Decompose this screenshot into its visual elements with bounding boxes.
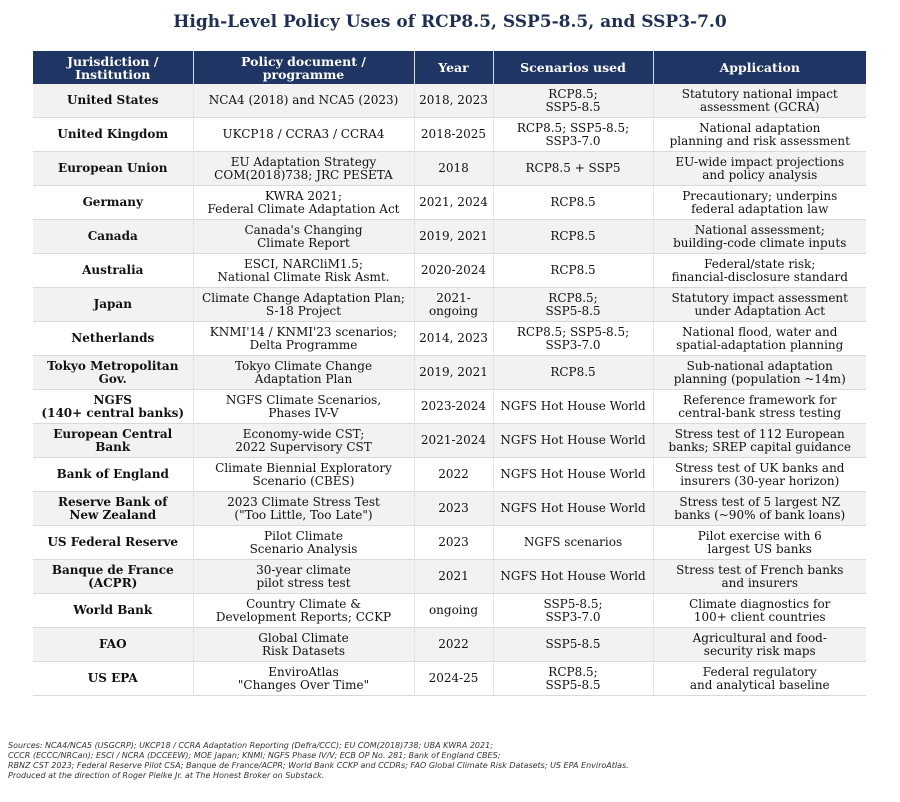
cell-scenarios [493, 220, 653, 254]
cell-line: Stress test of 5 largest NZ [679, 494, 841, 509]
cell-scenarios [493, 84, 653, 118]
cell-application [653, 220, 866, 254]
cell-line: NGFS Hot House World [500, 433, 646, 447]
cell-document [193, 492, 414, 526]
cell-document [193, 390, 414, 424]
policy-table [33, 51, 866, 696]
cell-year: 2021, 2024 [414, 186, 493, 220]
cell-line: Climate Biennial Exploratory [215, 460, 392, 475]
page-title: High-Level Policy Uses of RCP8.5, SSP5-8.5, and SSP3-7.0 [173, 12, 727, 32]
cell-line: Phases IV-V [268, 405, 339, 420]
cell-line: EU-wide impact projections [675, 154, 845, 169]
cell-document [193, 84, 414, 118]
cell-scenarios [493, 594, 653, 628]
cell-line: Climate Report [257, 235, 350, 250]
cell-line: largest US banks [707, 541, 812, 556]
cell-line: Federal Climate Adaptation Act [207, 201, 400, 216]
cell-line: RCP8.5 [550, 229, 596, 243]
cell-document [193, 526, 414, 560]
cell-application [653, 628, 866, 662]
cell-scenarios [493, 662, 653, 696]
table-row [33, 628, 866, 662]
cell-line: Adaptation Plan [254, 371, 353, 386]
cell-line: Development Reports; CCKP [215, 609, 392, 624]
table-row [33, 356, 866, 390]
cell-scenarios [493, 492, 653, 526]
cell-line: NGFS Hot House World [500, 467, 646, 481]
cell-line: SSP3-7.0 [545, 337, 601, 352]
table-row [33, 220, 866, 254]
cell-line: National adaptation [699, 120, 821, 135]
cell-line: Sub-national adaptation [686, 358, 833, 373]
table-row [33, 322, 866, 356]
table-row [33, 526, 866, 560]
cell-jurisdiction [33, 492, 193, 526]
cell-line: under Adaptation Act [694, 303, 826, 318]
header-line: Jurisdiction / [67, 53, 159, 69]
table-row [33, 492, 866, 526]
cell-application [653, 254, 866, 288]
cell-document [193, 186, 414, 220]
cell-line: Stress test of UK banks and [675, 460, 845, 475]
cell-line: planning and risk assessment [669, 133, 850, 148]
cell-line: Federal regulatory [702, 664, 817, 679]
cell-line: SSP5-8.5; [543, 596, 603, 611]
cell-line: Pilot exercise with 6 [697, 528, 822, 543]
cell-line: Netherlands [71, 331, 155, 345]
cell-year: 2024-25 [414, 662, 493, 696]
cell-line: 30-year climate [256, 562, 351, 577]
cell-line: RCP8.5; SSP5-8.5; [516, 120, 630, 135]
cell-line: National Climate Risk Asmt. [217, 269, 390, 284]
header-line: Scenarios used [520, 60, 626, 75]
cell-document [193, 662, 414, 696]
cell-jurisdiction [33, 628, 193, 662]
table-header-row [33, 51, 866, 84]
cell-line: United Kingdom [57, 127, 169, 141]
cell-scenarios [493, 118, 653, 152]
cell-line: RCP8.5 [550, 263, 596, 277]
cell-scenarios [493, 458, 653, 492]
cell-document [193, 356, 414, 390]
cell-line: World Bank [73, 603, 153, 617]
table-row [33, 84, 866, 118]
cell-jurisdiction [33, 390, 193, 424]
cell-year: 2018, 2023 [414, 84, 493, 118]
cell-line: SSP5-8.5 [545, 677, 601, 692]
cell-line: Economy-wide CST; [242, 426, 365, 441]
cell-line: Canada's Changing [244, 222, 363, 237]
cell-line: federal adaptation law [691, 201, 829, 216]
cell-scenarios [493, 254, 653, 288]
cell-line: US Federal Reserve [47, 535, 179, 549]
cell-jurisdiction [33, 356, 193, 390]
cell-line: United States [67, 93, 159, 107]
cell-line: NGFS Climate Scenarios, [225, 392, 382, 407]
cell-line: FAO [98, 637, 127, 651]
cell-line: banks; SREP capital guidance [668, 439, 851, 454]
cell-line: Delta Programme [249, 337, 358, 352]
sources-line: Produced at the direction of Roger Pielke Jr. at The Honest Broker on Substack. [8, 771, 325, 780]
cell-year: 2021-2024 [414, 424, 493, 458]
sources-line: RBNZ CST 2023; Federal Reserve Pilot CSA; Banque de France/ACPR; World Bank CCKP and CCDRs; FAO Global Climate Risk Datasets; US EPA EnviroAtlas. [8, 761, 629, 770]
header-jurisdiction [33, 51, 193, 84]
cell-line: RCP8.5; [548, 290, 598, 305]
cell-year: 2023-2024 [414, 390, 493, 424]
cell-application [653, 288, 866, 322]
cell-document [193, 628, 414, 662]
cell-line: UKCP18 / CCRA3 / CCRA4 [222, 127, 385, 141]
cell-application [653, 390, 866, 424]
table-row [33, 594, 866, 628]
cell-year: 2023 [414, 526, 493, 560]
cell-line: assessment (GCRA) [699, 99, 820, 114]
cell-jurisdiction [33, 560, 193, 594]
cell-scenarios [493, 628, 653, 662]
cell-year: ongoing [414, 594, 493, 628]
cell-line: New Zealand [69, 507, 157, 522]
header-line: programme [262, 66, 345, 82]
cell-year: 2021 [414, 560, 493, 594]
cell-line: COM(2018)738; JRC PESETA [214, 167, 393, 182]
header-year [414, 51, 493, 84]
cell-line: planning (population ~14m) [673, 371, 846, 386]
cell-line: RCP8.5 [550, 365, 596, 379]
cell-scenarios [493, 288, 653, 322]
cell-application [653, 356, 866, 390]
cell-line: Japan [93, 297, 132, 311]
cell-line: and policy analysis [702, 167, 818, 182]
header-line: Year [438, 60, 469, 75]
cell-scenarios [493, 424, 653, 458]
table-row [33, 560, 866, 594]
cell-line: financial-disclosure standard [671, 269, 848, 284]
cell-document [193, 152, 414, 186]
cell-line: Australia [82, 263, 144, 277]
table-row [33, 186, 866, 220]
cell-line: 100+ client countries [693, 609, 826, 624]
cell-jurisdiction [33, 322, 193, 356]
cell-document [193, 594, 414, 628]
cell-line: NGFS [93, 392, 132, 407]
cell-line: and analytical baseline [689, 677, 830, 692]
cell-line: S-18 Project [265, 303, 342, 318]
cell-application [653, 662, 866, 696]
cell-line: RCP8.5; [548, 86, 598, 101]
cell-line: SSP3-7.0 [545, 609, 601, 624]
cell-line: RCP8.5; SSP5-8.5; [516, 324, 630, 339]
cell-line: central-bank stress testing [678, 405, 842, 420]
cell-document [193, 288, 414, 322]
cell-application [653, 458, 866, 492]
cell-line: Germany [82, 195, 143, 209]
sources-note [8, 741, 892, 781]
cell-line: Scenario Analysis [249, 541, 358, 556]
cell-line: Risk Datasets [261, 643, 346, 658]
cell-document [193, 118, 414, 152]
cell-line: Pilot Climate [264, 528, 343, 543]
cell-document [193, 322, 414, 356]
cell-line: spatial-adaptation planning [676, 337, 844, 352]
cell-line: pilot stress test [256, 575, 351, 590]
cell-application [653, 492, 866, 526]
cell-line: European Central [53, 426, 173, 441]
cell-line: Climate diagnostics for [689, 596, 831, 611]
cell-year: 2018 [414, 152, 493, 186]
cell-scenarios [493, 560, 653, 594]
cell-line: SSP5-8.5 [545, 99, 601, 114]
cell-line: ("Too Little, Too Late") [234, 507, 373, 522]
cell-line: Agricultural and food- [692, 630, 827, 645]
cell-jurisdiction [33, 424, 193, 458]
cell-scenarios [493, 322, 653, 356]
cell-line: (ACPR) [88, 575, 138, 590]
cell-line: NGFS Hot House World [500, 569, 646, 583]
header-application [653, 51, 866, 84]
cell-line: Reference framework for [683, 392, 837, 407]
header-line: Policy document / [241, 53, 366, 69]
cell-jurisdiction [33, 254, 193, 288]
cell-line: US EPA [87, 671, 138, 685]
cell-application [653, 424, 866, 458]
cell-scenarios [493, 526, 653, 560]
cell-line: banks (~90% of bank loans) [674, 507, 846, 522]
cell-year: 2022 [414, 628, 493, 662]
cell-line: Stress test of French banks [676, 562, 844, 577]
cell-line: 2022 Supervisory CST [235, 439, 372, 454]
cell-scenarios [493, 186, 653, 220]
cell-line: NGFS scenarios [523, 535, 623, 549]
cell-line: 2023 Climate Stress Test [227, 494, 380, 509]
cell-year: 2021-ongoing [414, 288, 493, 322]
cell-jurisdiction [33, 220, 193, 254]
cell-line: EU Adaptation Strategy [230, 154, 377, 169]
cell-line: Banque de France [51, 562, 174, 577]
cell-line: KWRA 2021; [265, 188, 342, 203]
cell-line: building-code climate inputs [673, 235, 847, 250]
cell-line: Global Climate [258, 630, 349, 645]
cell-line: Stress test of 112 European [674, 426, 845, 441]
cell-document [193, 458, 414, 492]
cell-jurisdiction [33, 186, 193, 220]
cell-jurisdiction [33, 288, 193, 322]
cell-line: RCP8.5; [548, 664, 598, 679]
cell-document [193, 424, 414, 458]
cell-document [193, 254, 414, 288]
cell-line: SSP5-8.5 [545, 637, 601, 651]
cell-scenarios [493, 390, 653, 424]
table-row [33, 390, 866, 424]
cell-application [653, 560, 866, 594]
cell-scenarios [493, 152, 653, 186]
cell-document [193, 220, 414, 254]
cell-line: and insurers [721, 575, 799, 590]
table-body [33, 84, 866, 696]
cell-year: 2014, 2023 [414, 322, 493, 356]
cell-year: 2018-2025 [414, 118, 493, 152]
cell-application [653, 526, 866, 560]
cell-line: NGFS Hot House World [500, 501, 646, 515]
cell-jurisdiction [33, 594, 193, 628]
cell-jurisdiction [33, 118, 193, 152]
cell-line: RCP8.5 + SSP5 [525, 161, 621, 175]
sources-line: Sources: NCA4/NCA5 (USGCRP); UKCP18 / CCRA Adaptation Reporting (Defra/CCC); EU COM(2018)738; UBA KWRA 2021; [8, 741, 493, 750]
cell-line: SSP5-8.5 [545, 303, 601, 318]
header-document [193, 51, 414, 84]
cell-line: Bank [95, 439, 131, 454]
cell-line: Canada [87, 229, 138, 243]
table-row [33, 152, 866, 186]
cell-line: Climate Change Adaptation Plan; [202, 290, 405, 305]
cell-application [653, 84, 866, 118]
cell-line: security risk maps [703, 643, 816, 658]
table-row [33, 288, 866, 322]
cell-application [653, 322, 866, 356]
cell-line: EnviroAtlas [268, 664, 339, 679]
cell-line: Statutory national impact [681, 86, 838, 101]
cell-year: 2023 [414, 492, 493, 526]
cell-year: 2022 [414, 458, 493, 492]
cell-line: SSP3-7.0 [545, 133, 601, 148]
cell-line: National flood, water and [682, 324, 838, 339]
cell-line: Tokyo Metropolitan [47, 358, 179, 373]
cell-application [653, 186, 866, 220]
cell-jurisdiction [33, 662, 193, 696]
table-row [33, 662, 866, 696]
cell-document [193, 560, 414, 594]
cell-jurisdiction [33, 152, 193, 186]
cell-jurisdiction [33, 84, 193, 118]
cell-line: Country Climate & [246, 596, 361, 611]
cell-line: insurers (30-year horizon) [680, 473, 840, 488]
cell-year: 2019, 2021 [414, 220, 493, 254]
cell-jurisdiction [33, 458, 193, 492]
cell-line: "Changes Over Time" [237, 677, 370, 692]
cell-year: 2019, 2021 [414, 356, 493, 390]
cell-scenarios [493, 356, 653, 390]
cell-line: European Union [58, 161, 168, 175]
cell-application [653, 118, 866, 152]
table-row [33, 118, 866, 152]
table-row [33, 254, 866, 288]
cell-line: ESCI, NARCliM1.5; [243, 256, 363, 271]
cell-line: Precautionary; underpins [682, 188, 838, 203]
cell-line: Scenario (CBES) [252, 473, 355, 488]
header-line: Application [719, 60, 800, 75]
cell-line: Gov. [98, 371, 127, 386]
cell-line: NCA4 (2018) and NCA5 (2023) [208, 93, 399, 107]
table-row [33, 424, 866, 458]
cell-line: (140+ central banks) [41, 405, 185, 420]
cell-line: NGFS Hot House World [500, 399, 646, 413]
cell-jurisdiction [33, 526, 193, 560]
cell-year: 2020-2024 [414, 254, 493, 288]
table-row [33, 458, 866, 492]
header-line: Institution [75, 66, 151, 82]
cell-line: National assessment; [694, 222, 825, 237]
cell-application [653, 594, 866, 628]
cell-line: Tokyo Climate Change [234, 358, 373, 373]
cell-line: Bank of England [56, 467, 169, 481]
cell-line: Statutory impact assessment [671, 290, 848, 305]
cell-line: Federal/state risk; [704, 256, 816, 271]
sources-line: CCCR (ECCC/NRCan); ESCI / NCRA (DCCEEW); MOE Japan; KNMI; NGFS Phase IV/V; ECB OP No. 281; Bank of England CBES; [8, 751, 501, 760]
header-scenarios [493, 51, 653, 84]
cell-line: Reserve Bank of [58, 494, 168, 509]
cell-application [653, 152, 866, 186]
cell-line: KNMI'14 / KNMI'23 scenarios; [209, 324, 398, 339]
cell-line: RCP8.5 [550, 195, 596, 209]
